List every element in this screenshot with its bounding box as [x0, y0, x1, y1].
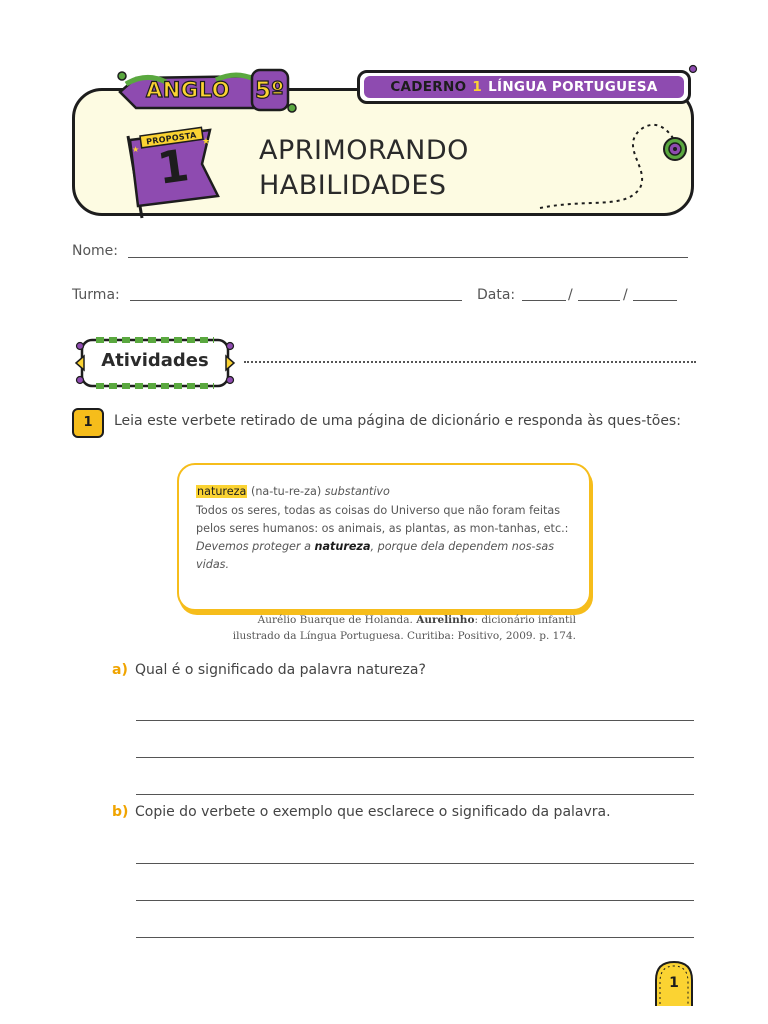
brand-text: ANGLO: [146, 78, 231, 102]
entry-syllables: (na-tu-re-za): [250, 485, 322, 498]
example-keyword: natureza: [314, 540, 371, 553]
citation-author: Aurélio Buarque de Holanda.: [257, 614, 413, 626]
answer-line-a1[interactable]: [136, 720, 694, 721]
answer-line-a3[interactable]: [136, 794, 694, 795]
entry-example: [196, 538, 571, 574]
item-b-letter: b): [112, 804, 129, 820]
notebook-label: CADERNO: [390, 79, 467, 95]
entry-heading: [196, 483, 571, 501]
entry-definition: Todos os seres, todas as coisas do Universo que não foram feitas pelos seres humanos: os animais, as plantas, as mon-tanhas, etc.:: [196, 504, 569, 535]
citation-rest: : dicionário infantil: [474, 614, 576, 626]
item-a-letter: a): [112, 662, 128, 678]
item-a-text: Qual é o significado da palavra natureza?: [135, 662, 426, 678]
page-number-tab: [652, 958, 696, 1008]
item-b-text: Copie do verbete o exemplo que esclarece o significado da palavra.: [135, 804, 611, 820]
example-end: , porque dela dependem nos-sas vidas.: [196, 540, 555, 571]
proposal-label: PROPOSTA: [145, 130, 198, 147]
question-prompt: Leia este verbete retirado de uma página de dicionário e responda às ques-tões:: [114, 413, 681, 429]
notebook-subject-banner: [357, 70, 691, 104]
title-line-1: APRIMORANDO: [259, 135, 469, 166]
citation-line-2: ilustrado da Língua Portuguesa. Curitiba: Positivo, 2009. p. 174.: [232, 630, 576, 642]
date-month-field[interactable]: [578, 300, 620, 301]
anglo-logo: [116, 68, 302, 114]
answer-line-a2[interactable]: [136, 757, 694, 758]
class-label: Turma:: [72, 287, 120, 303]
citation-work: Aurelinho: [416, 614, 475, 626]
section-tag: [72, 336, 238, 390]
example-start: Devemos proteger a: [196, 540, 315, 553]
grade-text: 5º: [255, 78, 284, 104]
svg-text:★: ★: [202, 137, 211, 147]
date-day-field[interactable]: [522, 300, 566, 301]
name-field[interactable]: [128, 257, 688, 258]
entry-word: natureza: [197, 485, 247, 498]
date-separator-2: /: [623, 287, 628, 303]
page-number: 1: [669, 975, 679, 991]
svg-text:★: ★: [132, 145, 140, 154]
question-number-badge: 1: [72, 408, 104, 438]
section-title: Atividades: [101, 350, 209, 371]
date-separator-1: /: [568, 287, 573, 303]
section-divider: [244, 361, 696, 363]
notebook-number: 1: [472, 79, 483, 95]
subject-label: LÍNGUA PORTUGUESA: [488, 79, 658, 95]
date-label: Data:: [477, 287, 516, 303]
source-citation: [180, 612, 576, 644]
road-path-icon: [530, 118, 700, 218]
dictionary-entry-box: [177, 463, 591, 611]
proposal-flag: [114, 122, 224, 222]
corner-dot-icon: [688, 64, 698, 74]
page-title: [259, 133, 469, 203]
answer-line-b3[interactable]: [136, 937, 694, 938]
entry-word-class: substantivo: [324, 485, 390, 498]
class-field[interactable]: [130, 300, 462, 301]
date-year-field[interactable]: [633, 300, 677, 301]
name-label: Nome:: [72, 243, 119, 259]
proposal-number: 1: [154, 140, 193, 195]
answer-line-b2[interactable]: [136, 900, 694, 901]
title-line-2: HABILIDADES: [259, 170, 447, 201]
answer-line-b1[interactable]: [136, 863, 694, 864]
